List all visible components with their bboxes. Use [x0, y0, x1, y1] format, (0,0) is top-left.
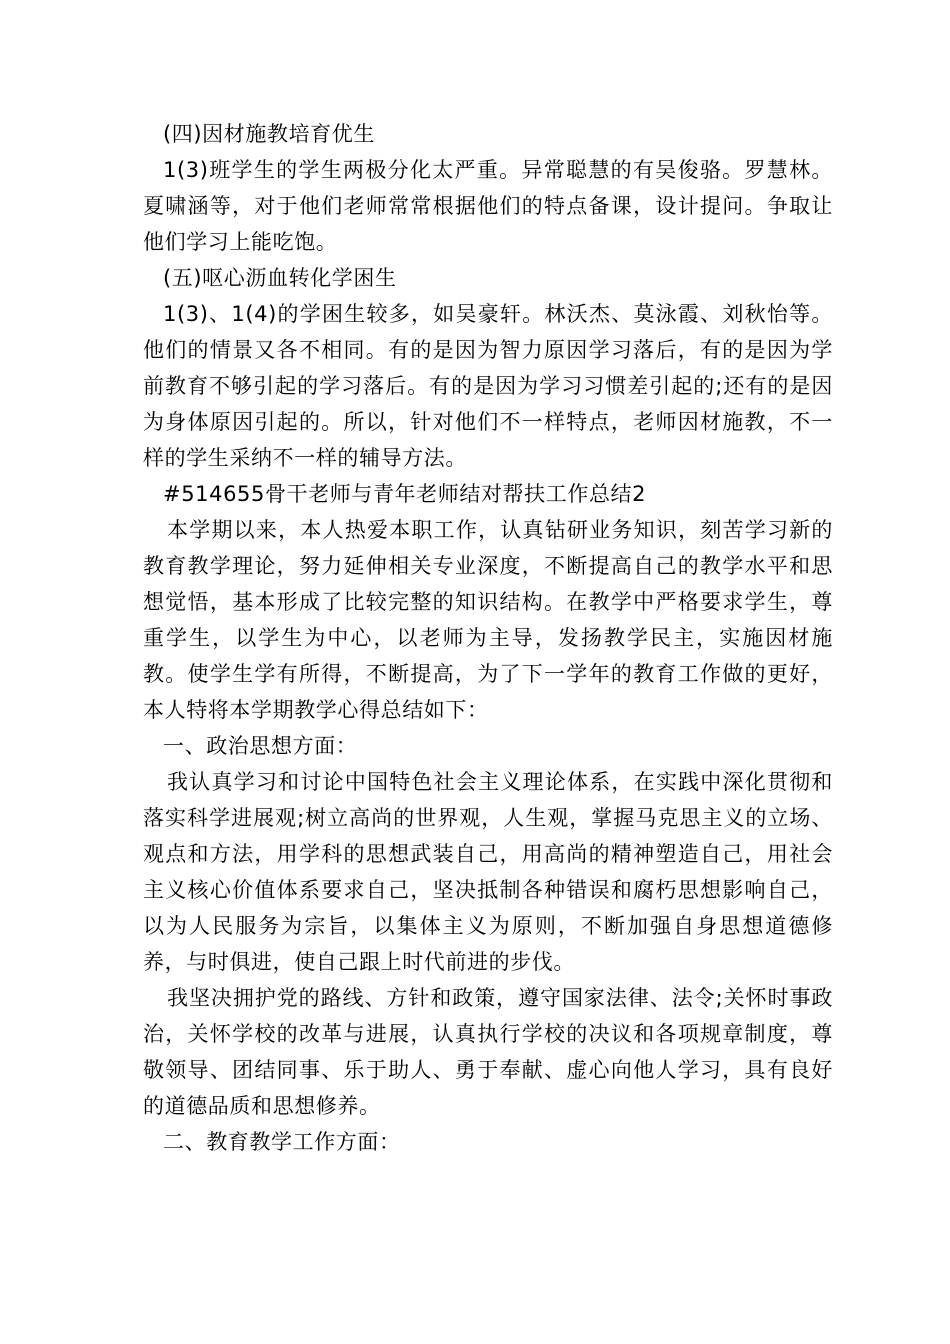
- section-heading-4: (四)因材施教培育优生: [163, 122, 375, 146]
- body-paragraph: 本学期以来，本人热爱本职工作，认真钻研业务知识，刻苦学习新的教育教学理论，努力延伸相关专业深度，不断提高自己的教学水平和思想觉悟，基本形成了比较完整的知识结构。在教学中严格要求学生，尊重学生，以学生为中心，以老师为主导，发扬教学民主，实施因材施教。使学生学有所得，不断提高，为了下一学年的教育工作做的更好，本人特将本学期教学心得总结如下：: [143, 518, 833, 722]
- body-paragraph: 我坚决拥护党的路线、方针和政策，遵守国家法律、法令;关怀时事政治，关怀学校的改革与进展，认真执行学校的决议和各项规章制度，尊敬领导、团结同事、乐于助人、勇于奉献、虚心向他人学习，具有良好的道德品质和思想修养。: [143, 986, 833, 1118]
- body-paragraph: 1(3)、1(4)的学困生较多，如吴豪轩。林沃杰、莫泳霞、刘秋怡等。他们的情景又各不相同。有的是因为智力原因学习落后，有的是因为学前教育不够引起的学习落后。有的是因为学习习惯差引起的;还有的是因为身体原因引起的。所以，针对他们不一样特点，老师因材施教，不一样的学生采纳不一样的辅导方法。: [143, 302, 833, 470]
- article-title: #514655骨干老师与青年老师结对帮扶工作总结2: [163, 482, 647, 506]
- section-heading-5: (五)呕心沥血转化学困生: [163, 266, 397, 290]
- section-heading-teaching: 二、教育教学工作方面：: [163, 1130, 401, 1154]
- body-paragraph: 我认真学习和讨论中国特色社会主义理论体系，在实践中深化贯彻和落实科学进展观;树立高尚的世界观，人生观，掌握马克思主义的立场、观点和方法，用学科的思想武装自己，用高尚的精神塑造自己，用社会主义核心价值体系要求自己，坚决抵制各种错误和腐朽思想影响自己，以为人民服务为宗旨，以集体主义为原则，不断加强自身思想道德修养，与时俱进，使自己跟上时代前进的步伐。: [143, 770, 833, 974]
- document-body: [143, 116, 833, 1160]
- section-heading-political: 一、政治思想方面：: [163, 734, 358, 758]
- body-paragraph: 1(3)班学生的学生两极分化太严重。异常聪慧的有吴俊骆。罗慧林。夏啸涵等，对于他们老师常常根据他们的特点备课，设计提问。争取让他们学习上能吃饱。: [143, 158, 833, 254]
